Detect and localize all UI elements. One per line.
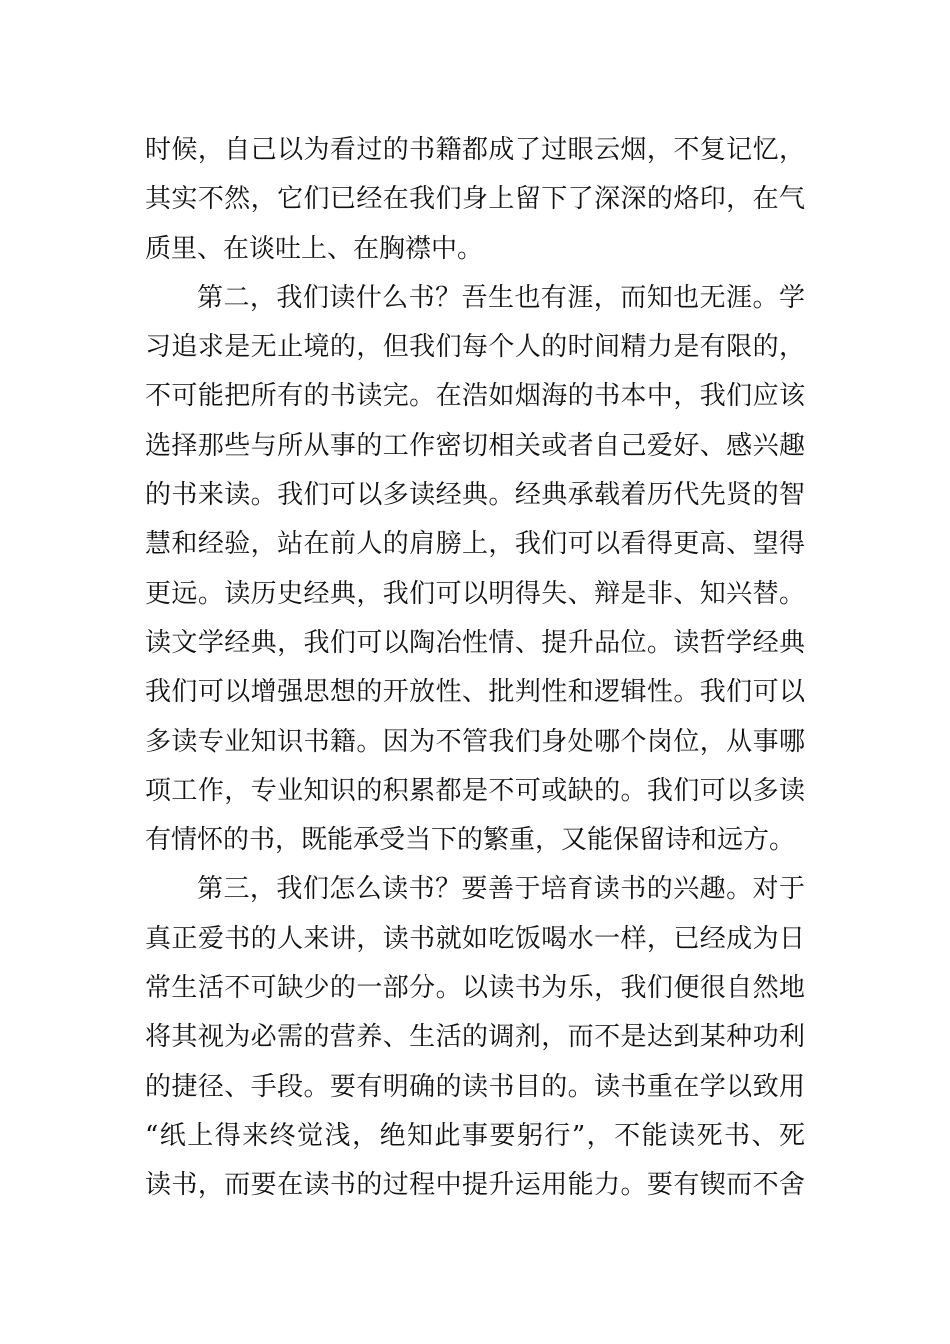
text-line: 读书，而要在读书的过程中提升运用能力。要有锲而不舍 xyxy=(145,1170,805,1201)
text-line: 读文学经典，我们可以陶冶性情、提升品位。读哲学经典 xyxy=(145,627,805,658)
text-line: 更远。读历史经典，我们可以明得失、辩是非、知兴替。 xyxy=(145,578,805,609)
text-line: 我们可以增强思想的开放性、批判性和逻辑性。我们可以 xyxy=(145,677,805,708)
text-line: 将其视为必需的营养、生活的调剂，而不是达到某种功利 xyxy=(145,1022,805,1053)
text-line: 常生活不可缺少的一部分。以读书为乐，我们便很自然地 xyxy=(145,973,805,1004)
text-line: 选择那些与所从事的工作密切相关或者自己爱好、感兴趣 xyxy=(145,430,805,461)
text-line: 第三，我们怎么读书？要善于培育读书的兴趣。对于 xyxy=(197,874,805,905)
body-text xyxy=(145,126,805,1211)
text-line: 其实不然，它们已经在我们身上留下了深深的烙印，在气 xyxy=(145,184,805,215)
text-line: 的书来读。我们可以多读经典。经典承载着历代先贤的智 xyxy=(145,480,805,511)
text-line: 有情怀的书，既能承受当下的繁重，又能保留诗和远方。 xyxy=(145,825,796,856)
text-line: “纸上得来终觉浅，绝知此事要躬行”，不能读死书、死 xyxy=(145,1120,805,1151)
text-line: 质里、在谈吐上、在胸襟中。 xyxy=(145,233,484,264)
text-line: 不可能把所有的书读完。在浩如烟海的书本中，我们应该 xyxy=(145,381,805,412)
text-line: 项工作，专业知识的积累都是不可或缺的。我们可以多读 xyxy=(145,775,805,806)
text-line: 多读专业知识书籍。因为不管我们身处哪个岗位，从事哪 xyxy=(145,726,805,757)
text-line: 慧和经验，站在前人的肩膀上，我们可以看得更高、望得 xyxy=(145,529,805,560)
text-line: 的捷径、手段。要有明确的读书目的。读书重在学以致用 xyxy=(145,1071,805,1102)
text-line: 真正爱书的人来讲，读书就如吃饭喝水一样，已经成为日 xyxy=(145,923,805,954)
text-line: 第二，我们读什么书？吾生也有涯，而知也无涯。学 xyxy=(197,282,805,313)
text-line: 时候，自己以为看过的书籍都成了过眼云烟，不复记忆， xyxy=(145,135,805,165)
text-line: 习追求是无止境的，但我们每个人的时间精力是有限的， xyxy=(145,332,805,363)
